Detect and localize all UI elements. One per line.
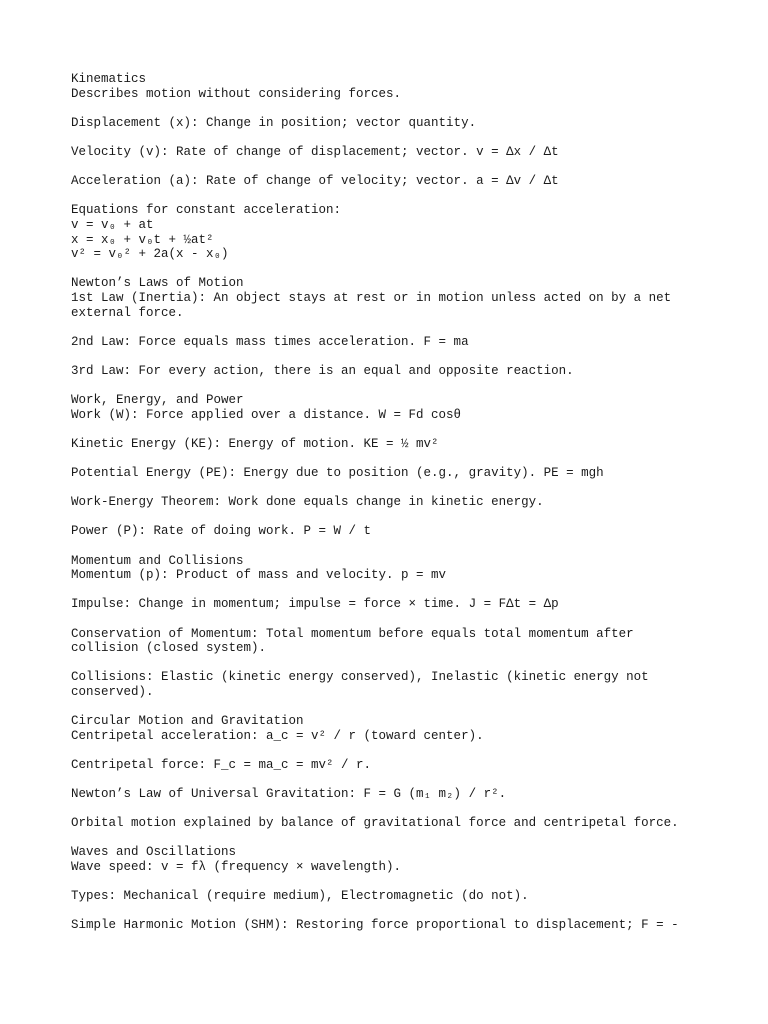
- paragraph-collisions: [71, 670, 711, 699]
- text-line: Describes motion without considering forces.: [71, 86, 402, 101]
- paragraph-gap: [71, 189, 711, 204]
- text-line: conserved).: [71, 684, 154, 699]
- section-heading-waves-oscillations: Waves and Oscillations: [71, 845, 237, 860]
- paragraph-shm: [71, 918, 711, 933]
- text-line: Simple Harmonic Motion (SHM): Restoring force proportional to displacement; F = -: [71, 918, 679, 933]
- paragraph-velocity: [71, 145, 711, 160]
- paragraph-third-law: [71, 364, 711, 379]
- section-heading-work-energy-power: Work, Energy, and Power: [71, 393, 244, 408]
- paragraph-gap: [71, 422, 711, 437]
- paragraph-gap: [71, 831, 711, 846]
- paragraph-power: [71, 524, 711, 539]
- text-line: Collisions: Elastic (kinetic energy conserved), Inelastic (kinetic energy not: [71, 670, 649, 685]
- paragraph-gap: [71, 451, 711, 466]
- paragraph-potential-energy: [71, 466, 711, 481]
- paragraph-impulse: [71, 597, 711, 612]
- equation-line: v = v₀ + at: [71, 217, 154, 232]
- paragraph-gap: [71, 262, 711, 277]
- text-line: Impulse: Change in momentum; impulse = force × time. J = FΔt = Δp: [71, 597, 559, 612]
- text-line: Potential Energy (PE): Energy due to position (e.g., gravity). PE = mgh: [71, 466, 604, 481]
- paragraph-gap: [71, 481, 711, 496]
- block-work-energy-heading: [71, 393, 711, 422]
- text-line: Acceleration (a): Rate of change of velocity; vector. a = Δv / Δt: [71, 174, 559, 189]
- paragraph-gap: [71, 743, 711, 758]
- section-heading-circular-motion: Circular Motion and Gravitation: [71, 714, 304, 729]
- text-line: Work-Energy Theorem: Work done equals change in kinetic energy.: [71, 495, 544, 510]
- section-heading-momentum-collisions: Momentum and Collisions: [71, 553, 244, 568]
- paragraph-orbital-motion: [71, 816, 711, 831]
- paragraph-universal-gravitation: [71, 787, 711, 802]
- paragraph-gap: [71, 612, 711, 627]
- text-line: Power (P): Rate of doing work. P = W / t: [71, 524, 372, 539]
- paragraph-centripetal-force: [71, 758, 711, 773]
- text-line: Newton’s Law of Universal Gravitation: F = G (m₁ m₂) / r².: [71, 787, 507, 802]
- paragraph-gap: [71, 101, 711, 116]
- paragraph-gap: [71, 583, 711, 598]
- equation-line: v² = v₀² + 2a(x - x₀): [71, 247, 229, 262]
- document-page: [71, 72, 711, 933]
- paragraph-gap: [71, 510, 711, 525]
- text-line: Conservation of Momentum: Total momentum before equals total momentum after: [71, 626, 634, 641]
- paragraph-conservation-momentum: [71, 627, 711, 656]
- text-line: collision (closed system).: [71, 641, 267, 656]
- paragraph-gap: [71, 378, 711, 393]
- text-line: Types: Mechanical (require medium), Electromagnetic (do not).: [71, 889, 529, 904]
- text-line: Equations for constant acceleration:: [71, 203, 342, 218]
- section-heading-kinematics: Kinematics: [71, 72, 147, 86]
- text-line: 2nd Law: Force equals mass times acceleration. F = ma: [71, 334, 469, 349]
- paragraph-wave-types: [71, 889, 711, 904]
- text-line: Velocity (v): Rate of change of displacement; vector. v = Δx / Δt: [71, 144, 559, 159]
- block-kinematics-heading: [71, 72, 711, 101]
- text-line: Wave speed: v = fλ (frequency × wavelength).: [71, 860, 402, 875]
- paragraph-gap: [71, 875, 711, 890]
- paragraph-gap: [71, 700, 711, 715]
- text-line: 3rd Law: For every action, there is an equal and opposite reaction.: [71, 363, 574, 378]
- equation-line: x = x₀ + v₀t + ½at²: [71, 232, 214, 247]
- text-line: Orbital motion explained by balance of gravitational force and centripetal force.: [71, 816, 679, 831]
- section-heading-newtons-laws: Newton’s Laws of Motion: [71, 276, 244, 291]
- paragraph-gap: [71, 656, 711, 671]
- paragraph-work-energy-theorem: [71, 495, 711, 510]
- text-line: Displacement (x): Change in position; vector quantity.: [71, 115, 477, 130]
- paragraph-gap: [71, 320, 711, 335]
- text-line: Momentum (p): Product of mass and velocity. p = mv: [71, 568, 447, 583]
- text-line: external force.: [71, 305, 184, 320]
- text-line: Centripetal acceleration: a_c = v² / r (toward center).: [71, 728, 484, 743]
- paragraph-gap: [71, 130, 711, 145]
- paragraph-kinetic-energy: [71, 437, 711, 452]
- paragraph-displacement: [71, 116, 711, 131]
- paragraph-acceleration: [71, 174, 711, 189]
- block-waves-heading: [71, 845, 711, 874]
- paragraph-second-law: [71, 335, 711, 350]
- paragraph-gap: [71, 539, 711, 554]
- paragraph-gap: [71, 349, 711, 364]
- block-newton-heading: [71, 276, 711, 320]
- paragraph-gap: [71, 773, 711, 788]
- text-line: Kinetic Energy (KE): Energy of motion. KE = ½ mv²: [71, 436, 439, 451]
- text-line: Work (W): Force applied over a distance. W = Fd cosθ: [71, 407, 462, 422]
- paragraph-equations: [71, 203, 711, 261]
- text-line: Centripetal force: F_c = ma_c = mv² / r.: [71, 757, 372, 772]
- block-circular-motion-heading: [71, 714, 711, 743]
- paragraph-gap: [71, 904, 711, 919]
- text-line: 1st Law (Inertia): An object stays at rest or in motion unless acted on by a net: [71, 290, 672, 305]
- block-momentum-heading: [71, 554, 711, 583]
- paragraph-gap: [71, 802, 711, 817]
- paragraph-gap: [71, 160, 711, 175]
